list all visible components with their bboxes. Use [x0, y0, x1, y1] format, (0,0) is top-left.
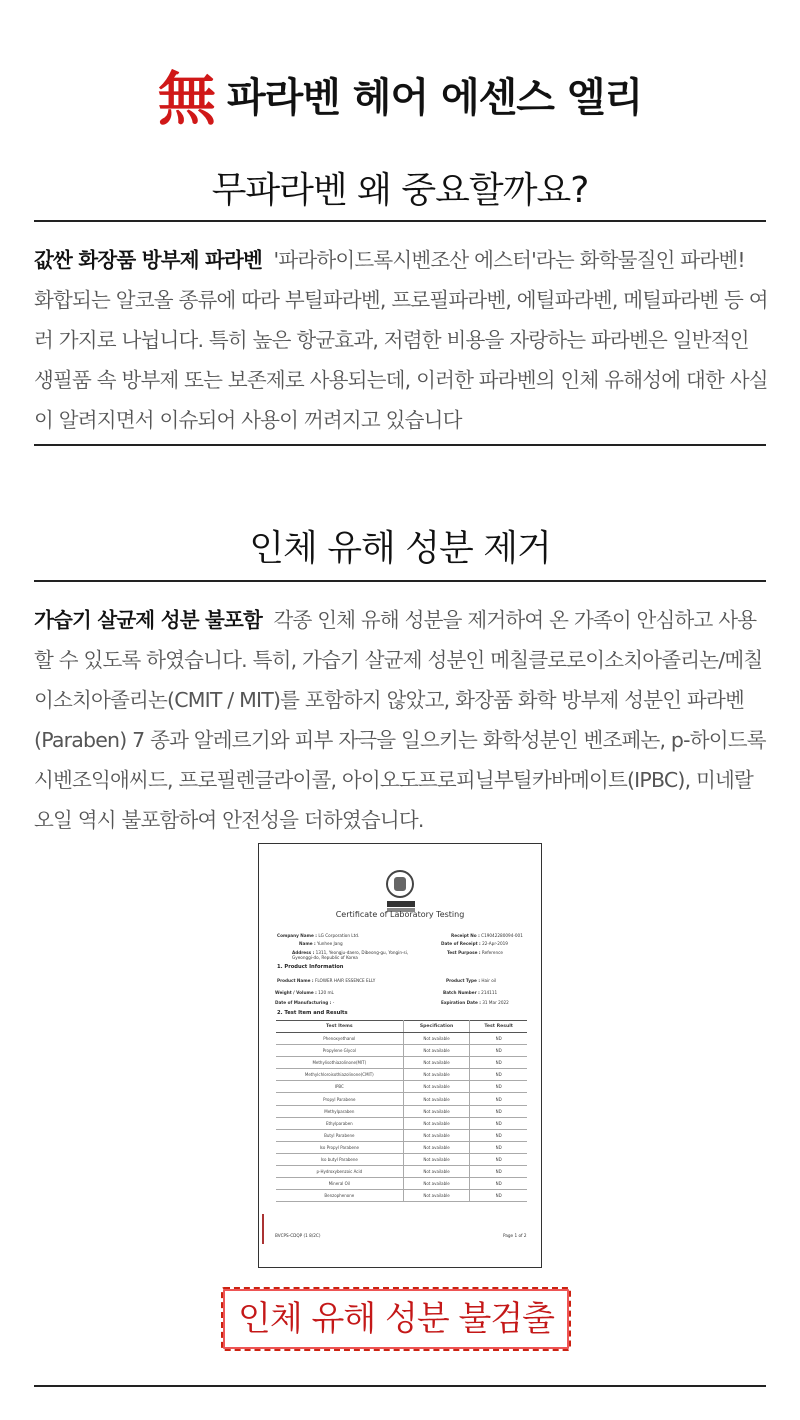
table-row: Ethylparaben Not available ND	[276, 1117, 527, 1129]
name-row: Name : Yunhee Jang	[299, 941, 343, 946]
company-row: Company Name : LG Corporation Ltd.	[277, 933, 360, 938]
divider	[34, 1385, 766, 1387]
table-row: Methylisothiazolinone(MIT) Not available ND	[276, 1057, 527, 1069]
address-row: Address : 1311, Yeongju-daero, Dibeong-gu, Yongin-si, Gyeonggi-do, Republic of Korea	[292, 950, 409, 960]
divider	[34, 580, 766, 582]
table-row: Phenoxyethanol Not available ND	[276, 1033, 527, 1045]
product-type-row: Product Type : Hair oil	[446, 978, 497, 983]
table-row: Methylchloroisothiazolinone(CMIT) Not available ND	[276, 1069, 527, 1081]
section1-heading: 무파라벤 왜 중요할까요?	[211, 170, 589, 211]
product-info-heading: 1. Product Information	[277, 964, 344, 970]
stamp-text: 인체 유해 성분 불검출	[237, 1299, 555, 1339]
section2-body: 각종 인체 유해 성분을 제거하여 온 가족이 안심하고 사용할 수 있도록 하였습니다. 특히, 가습기 살균제 성분인 메칠클로로이소치아졸리논/메칠이소치아졸리논(CMIT / MIT)를 포함하지 않았고, 화장품 화학 방부제 성분인 파라벤(Paraben) 7 종과 알레르기와 피부 자극을 일으키는 화학성분인 벤조페논, p-하이드록시벤조익애씨드, 프로필렌글라이콜, 아이오도프로피닐부틸카바메이트(IPBC), 미네랄오일 역시 불포함하여 안전성을 더하였습니다.	[34, 608, 766, 832]
table-row: Butyl Parabene Not available ND	[276, 1129, 527, 1141]
logo-band	[387, 901, 415, 907]
mu-mark: 無	[157, 65, 216, 133]
section2-heading: 인체 유해 성분 제거	[249, 528, 551, 569]
results-table	[276, 1020, 527, 1202]
section2-lead: 가습기 살균제 성분 불포함	[34, 608, 263, 632]
product-name-row: Product Name : FLOWER HAIR ESSENCE ELLY	[277, 978, 376, 983]
table-row: Propyl Parabene Not available ND	[276, 1093, 527, 1105]
table-row: Propylene Glycol Not available ND	[276, 1045, 527, 1057]
section1-paragraph	[34, 240, 768, 440]
section1-body: '파라하이드록시벤조산 에스터'라는 화학물질인 파라벤! 화합되는 알코올 종류에 따라 부틸파라벤, 프로필파라벤, 에틸파라벤, 메틸파라벤 등 여러 가지로 나뉩니다. 특히 높은 항균효과, 저렴한 비용을 자랑하는 파라벤은 일반적인 생필품 속 방부제 또는 보존제로 사용되는데, 이러한 파라벤의 인체 유해성에 대한 사실이 알려지면서 이슈되어 사용이 꺼려지고 있습니다	[34, 248, 768, 432]
page-number: Page 1 of 2	[503, 1233, 527, 1238]
not-detected-stamp	[221, 1287, 571, 1351]
certificate-title: Certificate of Laboratory Testing	[335, 910, 465, 919]
manufacturing-row: Date of Manufacturing : -	[275, 1000, 335, 1005]
margin-mark	[262, 1214, 264, 1244]
divider	[34, 444, 766, 446]
section2-paragraph	[34, 600, 768, 840]
bureau-veritas-logo-icon	[386, 870, 414, 898]
expiration-row: Expiration Date : 31 Mar 2022	[441, 1000, 509, 1005]
weight-row: Weight / Volume : 120 mL	[275, 990, 334, 995]
batch-row: Batch Number : 214111	[443, 990, 498, 995]
receipt-row: Receipt No : C19042280094-001	[451, 933, 523, 938]
footer-code: BVCPS-CDQP (1 8/2C)	[275, 1233, 321, 1238]
table-row: Methylparaben Not available ND	[276, 1105, 527, 1117]
results-heading: 2. Test Item and Results	[277, 1010, 348, 1016]
table-row: Iso butyl Parabene Not available ND	[276, 1153, 527, 1165]
table-row: Benzophenone Not available ND	[276, 1190, 527, 1202]
table-header: Specification	[403, 1021, 470, 1033]
section1-lead: 값싼 화장품 방부제 파라벤	[34, 248, 263, 272]
lab-certificate	[258, 843, 542, 1268]
table-row: p-Hydroxybenzoic Acid Not available ND	[276, 1166, 527, 1178]
table-row: Mineral Oil Not available ND	[276, 1178, 527, 1190]
test-purpose-row: Test Purpose : Reference	[447, 950, 503, 955]
page-title	[0, 52, 800, 136]
divider	[34, 220, 766, 222]
table-row: Iso Propyl Parabene Not available ND	[276, 1141, 527, 1153]
receipt-date-row: Date of Receipt : 22-Apr-2019	[441, 941, 508, 946]
table-row: IPBC Not available ND	[276, 1081, 527, 1093]
table-header: Test Items	[276, 1021, 403, 1033]
table-header: Test Result	[470, 1021, 527, 1033]
product-title: 파라벤 헤어 에센스 엘리	[226, 74, 643, 121]
